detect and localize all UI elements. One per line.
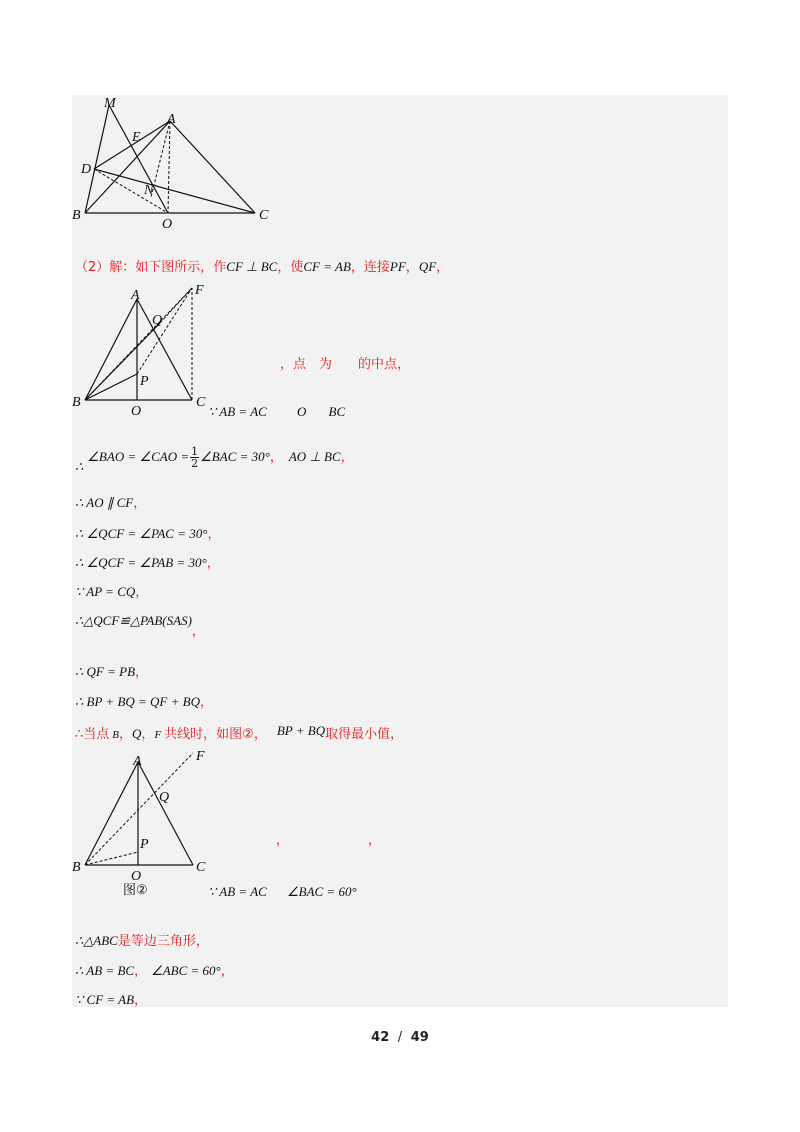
- segment-BA: [85, 762, 138, 865]
- proof-line-1: [75, 492, 146, 511]
- fraction-numerator: 1: [191, 445, 199, 458]
- label-A: A: [133, 754, 142, 769]
- figure-caption: 图②: [123, 883, 148, 898]
- label-F: F: [195, 283, 204, 298]
- collinear-b: B: [112, 729, 120, 741]
- label-P: P: [140, 837, 149, 852]
- angles-rhs: ∠BAC = 30°: [200, 449, 270, 464]
- proof-line-1-math: ∴ AO ∥ CF: [75, 495, 134, 510]
- therefore-symbol: ∴: [75, 459, 84, 474]
- midpoint-text: ，点 为 的中点，: [280, 357, 411, 372]
- proof-line-2-math: ∴ ∠QCF = ∠PAC = 30°: [75, 526, 208, 541]
- figure-1: [72, 95, 292, 230]
- final-line-2-math2: ∠ABC = 60°: [151, 963, 221, 978]
- final-line-2-text2: ，: [220, 964, 234, 979]
- label-M: M: [104, 96, 116, 111]
- label-C: C: [196, 395, 206, 410]
- segment-DC: [94, 169, 255, 213]
- label-C: C: [259, 208, 269, 223]
- segment-PF: [137, 288, 192, 374]
- angles-lhs: ∠BAO = ∠CAO =: [87, 449, 190, 464]
- proof-line-6-tail: ，: [135, 665, 149, 680]
- because-ab-ac-line: [208, 404, 345, 420]
- collinear-q: Q: [132, 726, 142, 741]
- because-ab-ac-2: ∵ AB = AC: [208, 884, 267, 899]
- final-line-2-math: ∴ AB = BC: [75, 963, 135, 978]
- label-E: E: [132, 130, 141, 145]
- label-Q: Q: [152, 313, 163, 328]
- final-line-3-text: ，: [134, 993, 148, 1008]
- proof-line-3-math: ∴ ∠QCF = ∠PAB = 30°: [75, 555, 207, 570]
- collinear-end: 取得最小值，: [325, 727, 404, 742]
- collinear-c1: ，: [119, 727, 133, 742]
- page-total: 49: [410, 1030, 429, 1045]
- proof-line-2: [75, 523, 220, 542]
- proof-line-4-math: ∵ AP = CQ: [75, 584, 136, 599]
- proof-line-2-tail: ，: [207, 527, 221, 542]
- segment-BM: [85, 105, 109, 213]
- proof-line-3-tail: ，: [206, 556, 220, 571]
- final-line-1: [75, 930, 209, 949]
- part2-connect: ，连接: [350, 260, 390, 275]
- proof-line-7-math: ∴ BP + BQ = QF + BQ: [75, 694, 200, 709]
- part2-pf: PF: [389, 259, 406, 274]
- because-line-2: [208, 884, 357, 900]
- segment-AN: [151, 121, 170, 197]
- segment-MO: [109, 105, 168, 213]
- final-line-2: [75, 960, 234, 979]
- fraction-denominator: 2: [191, 457, 199, 470]
- half-fraction: [190, 446, 199, 469]
- proof-line-6-math: ∴ QF = PB: [75, 664, 136, 679]
- proof-line-3: [75, 552, 220, 571]
- proof-line-6: [75, 661, 148, 680]
- part2-line: [75, 256, 449, 275]
- page-number: [0, 1030, 800, 1045]
- segment-BP: [85, 852, 138, 865]
- label-C: C: [196, 860, 206, 875]
- label-Q: Q: [159, 790, 170, 805]
- label-A: A: [131, 288, 140, 303]
- segment-AO: [168, 121, 170, 213]
- ao-perp-bc: AO ⊥ BC: [288, 449, 341, 464]
- collinear-sum: BP + BQ: [276, 723, 326, 738]
- label-O: O: [131, 869, 142, 884]
- angles-end: ，: [340, 450, 354, 465]
- part2-qf: QF: [418, 259, 437, 274]
- page-current: 42: [371, 1030, 390, 1045]
- part2-cf-perp-bc: CF ⊥ BC: [226, 259, 278, 274]
- figure-2: [72, 282, 222, 422]
- angles-sep: ，: [269, 450, 283, 465]
- angles-line: [75, 446, 354, 475]
- final-line-2-text: ，: [134, 964, 148, 979]
- part2-cf-eq-ab: CF = AB: [303, 259, 351, 274]
- label-o-text: O: [296, 404, 307, 419]
- collinear-line: [75, 723, 403, 742]
- proof-line-7: [75, 691, 213, 710]
- segment-AC: [170, 121, 255, 213]
- label-A: A: [167, 112, 176, 127]
- final-line-1-text: 是等边三角形，: [117, 934, 209, 949]
- page-separator: /: [397, 1030, 403, 1045]
- commas-row-1: ，: [276, 833, 290, 848]
- collinear-prefix: ∴当点: [75, 727, 110, 742]
- collinear-f: F: [154, 729, 162, 741]
- proof-line-7-tail: ，: [199, 695, 213, 710]
- segment-BF: [85, 753, 193, 865]
- label-N: N: [144, 183, 154, 198]
- final-line-1-prefix: ∴△: [75, 933, 94, 948]
- final-line-3: [75, 989, 147, 1008]
- proof-line-5-math: ∴△QCF≌△PAB(SAS): [75, 613, 192, 628]
- angle-bac-60: ∠BAC = 60°: [286, 884, 357, 899]
- label-bc-text: BC: [328, 404, 346, 419]
- commas-row-2: ，: [368, 833, 382, 848]
- final-line-3-math: ∵ CF = AB: [75, 992, 135, 1007]
- proof-line-4: [75, 581, 148, 600]
- label-O: O: [162, 217, 173, 230]
- segment-BA: [85, 299, 137, 400]
- proof-line-5: [75, 613, 205, 639]
- part2-make: ，使: [277, 260, 304, 275]
- label-F: F: [196, 749, 205, 764]
- label-B: B: [72, 208, 81, 223]
- proof-line-1-tail: ，: [133, 496, 147, 511]
- label-B: B: [72, 860, 81, 875]
- part2-comma: ，: [405, 260, 419, 275]
- proof-line-5-tail: ，: [191, 624, 205, 639]
- label-P: P: [140, 374, 149, 389]
- label-D: D: [81, 162, 92, 177]
- collinear-mid: 共线时，如图②，: [164, 727, 267, 742]
- label-B: B: [72, 395, 81, 410]
- collinear-c2: ，: [141, 727, 155, 742]
- label-O: O: [131, 404, 142, 419]
- figure-3: [72, 748, 232, 898]
- final-line-1-math: ABC: [93, 933, 118, 948]
- part2-end: ，: [436, 260, 450, 275]
- because-ab-ac: ∵ AB = AC: [208, 404, 267, 419]
- segment-BP: [85, 374, 137, 400]
- part2-prefix: （2）解：如下图所示，作: [75, 260, 227, 275]
- proof-line-4-tail: ，: [135, 585, 149, 600]
